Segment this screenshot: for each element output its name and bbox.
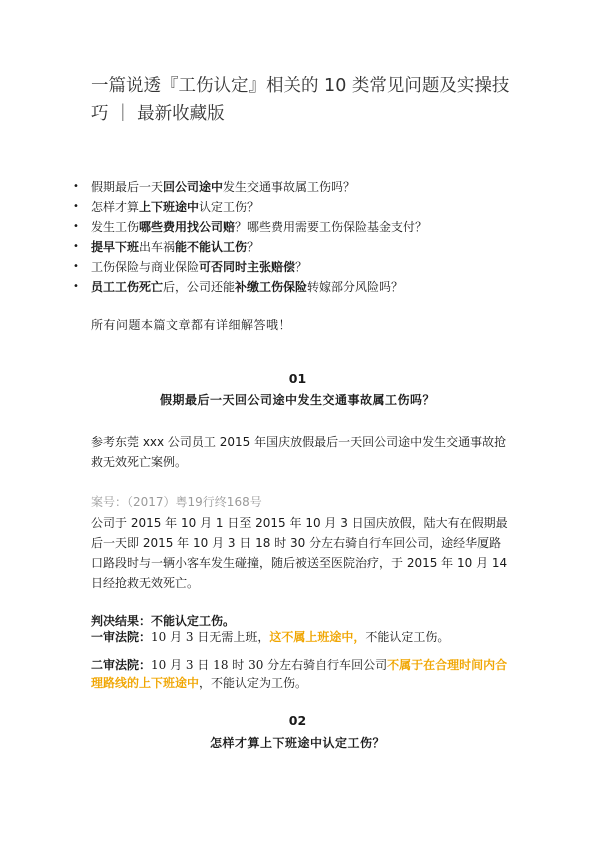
question-text: 员工工伤死亡 [91,280,164,294]
question-text: 回公司途中 [163,180,224,194]
second-instance-label: 二审法院： [91,658,152,672]
question-text: 哪些费用找公司赔 [139,220,236,234]
bullet-icon: • [73,181,79,192]
question-text: 工伤保险与商业保险 [91,260,200,274]
article-title: 一篇说透『工伤认定』相关的 10 类常见问题及实操技巧 ｜ 最新收藏版 [91,76,510,124]
question-text: 怎样才算 [91,200,140,214]
question-text: 补缴工伤保险 [235,280,308,294]
section-title: 怎样才算上下班途中认定工伤？ [209,736,385,750]
section-number: 01 [288,371,307,386]
first-instance-label: 一审法院： [91,630,152,644]
bullet-icon: • [73,241,79,252]
question-item [73,257,427,277]
question-text: ？哪些费用需要工伤保险基金支付？ [235,220,428,234]
case-intro: 参考东莞 xxx 公司员工 2015 年国庆放假最后一天回公司途中发生交通事故抢救无效死亡案例。 [91,435,507,469]
question-text: ？ [295,260,308,274]
bullet-icon: • [73,261,79,272]
second-instance-text: 10 月 3 日 18 时 30 分左右骑自行车回公司 [151,658,388,672]
question-text: 假期最后一天 [91,180,164,194]
bullet-icon: • [73,221,79,232]
case-facts: 公司于 2015 年 10 月 1 日至 2015 年 10 月 3 日国庆放假，陆大有在假期最后一天即 2015 年 10 月 3 日 18 时 30 分左右骑自行车回公司，途经华厦路口路段时与一辆小客车发生碰撞，随后被送至医院治疗，于 2015 年 10 月 14 日经抢救无效死亡。 [91,516,508,590]
question-text: 转嫁部分风险吗？ [307,280,404,294]
second-instance-highlight: 不属于在合理时间内合理路线的上下班途中 [91,658,508,690]
question-text: 发生工伤 [91,220,140,234]
question-item [73,197,427,217]
question-list [73,177,427,297]
question-text: 出车祸 [139,240,176,254]
question-item [73,277,427,297]
question-text: ？ [247,240,260,254]
section-title: 假期最后一天回公司途中发生交通事故属工伤吗？ [159,393,435,407]
question-text: 后，公司还能 [163,280,236,294]
question-text: 提早下班 [91,240,140,254]
question-text: 可否同时主张赔偿 [199,260,296,274]
first-instance-conclusion: 不能认定工伤。 [365,630,450,644]
question-text: 发生交通事故属工伤吗？ [223,180,356,194]
verdict: 判决结果：不能认定工伤。 [91,614,236,628]
question-text: 上下班途中 [139,200,200,214]
bullet-icon: • [73,281,79,292]
bullet-icon: • [73,201,79,212]
section-number: 02 [288,713,307,728]
first-instance-text: 10 月 3 日无需上班， [151,630,270,644]
first-instance-highlight: 这不属上班途中， [269,630,366,644]
question-text: 能不能认工伤 [175,240,248,254]
question-item [73,237,427,257]
second-instance-conclusion: ，不能认定为工伤。 [199,676,308,690]
question-item [73,177,427,197]
first-instance [91,627,511,647]
question-item [73,217,427,237]
case-number: 案号：（2017）粤19行终168号 [91,495,262,509]
question-text: 认定工伤？ [199,200,260,214]
second-instance [91,656,511,692]
intro-note: 所有问题本篇文章都有详细解答哦！ [91,318,292,332]
